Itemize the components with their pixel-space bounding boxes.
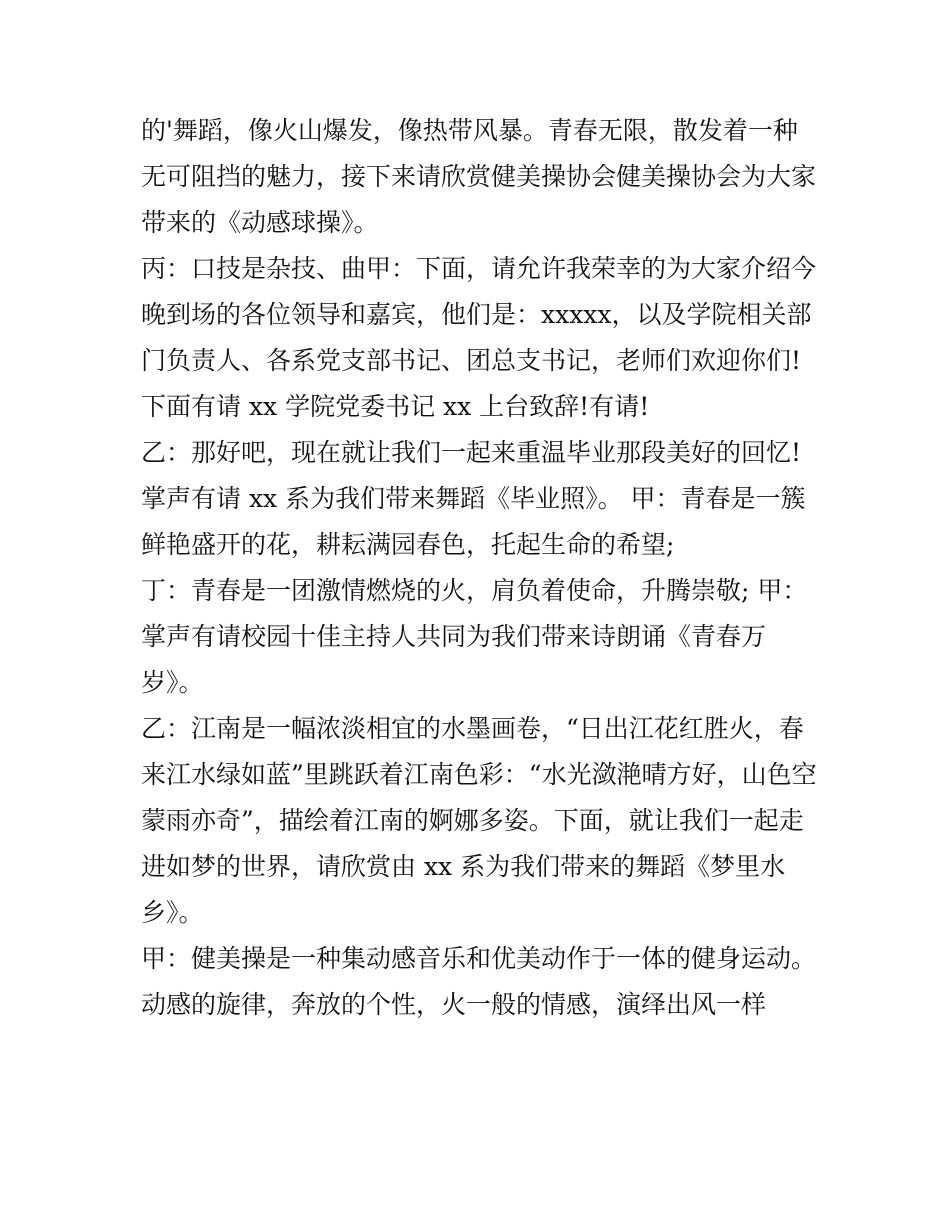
text-line: 乡》。	[141, 898, 204, 927]
text-line: 门负责人、各系党支部书记、团总支书记，老师们欢迎你们!	[141, 346, 802, 375]
text-line: 鲜艳盛开的花，耕耘满园春色，托起生命的希望;	[141, 530, 675, 559]
text-line: 丙：口技是杂技、曲甲：下面，请允许我荣幸的为大家介绍今	[141, 254, 817, 283]
text-line: 岁》。	[141, 668, 204, 697]
text-line: 丁：青春是一团激情燃烧的火，肩负着使命，升腾崇敬; 甲：	[141, 576, 808, 605]
text-line: 的'舞蹈，像火山爆发，像热带风暴。青春无限，散发着一种	[141, 116, 798, 145]
text-line: 来江水绿如蓝”里跳跃着江南色彩：“水光潋滟晴方好，山色空	[141, 760, 817, 789]
text-line: 进如梦的世界，请欣赏由 xx 系为我们带来的舞蹈《梦里水	[141, 852, 786, 881]
text-line: 下面有请 xx 学院党委书记 xx 上台致辞!有请!	[141, 392, 650, 421]
text-line: 带来的《动感球操》。	[141, 208, 379, 237]
text-line: 掌声有请 xx 系为我们带来舞蹈《毕业照》。 甲：青春是一簇	[141, 484, 806, 513]
text-line: 乙：江南是一幅浓淡相宜的水墨画卷，“日出江花红胜火，春	[141, 714, 804, 743]
text-line: 掌声有请校园十佳主持人共同为我们带来诗朗诵《青春万	[141, 622, 767, 651]
text-line: 动感的旋律，奔放的个性，火一般的情感，演绎出风一样	[141, 990, 767, 1019]
text-line: 晚到场的各位领导和嘉宾，他们是：xxxxx，以及学院相关部	[141, 300, 812, 329]
document-body	[141, 108, 821, 1028]
text-line: 甲：健美操是一种集动感音乐和优美动作于一体的健身运动。	[141, 944, 817, 973]
text-line: 蒙雨亦奇”，描绘着江南的婀娜多姿。下面，就让我们一起走	[141, 806, 804, 835]
text-line: 无可阻挡的魅力，接下来请欣赏健美操协会健美操协会为大家	[141, 162, 817, 191]
text-line: 乙：那好吧，现在就让我们一起来重温毕业那段美好的回忆!	[141, 438, 802, 467]
